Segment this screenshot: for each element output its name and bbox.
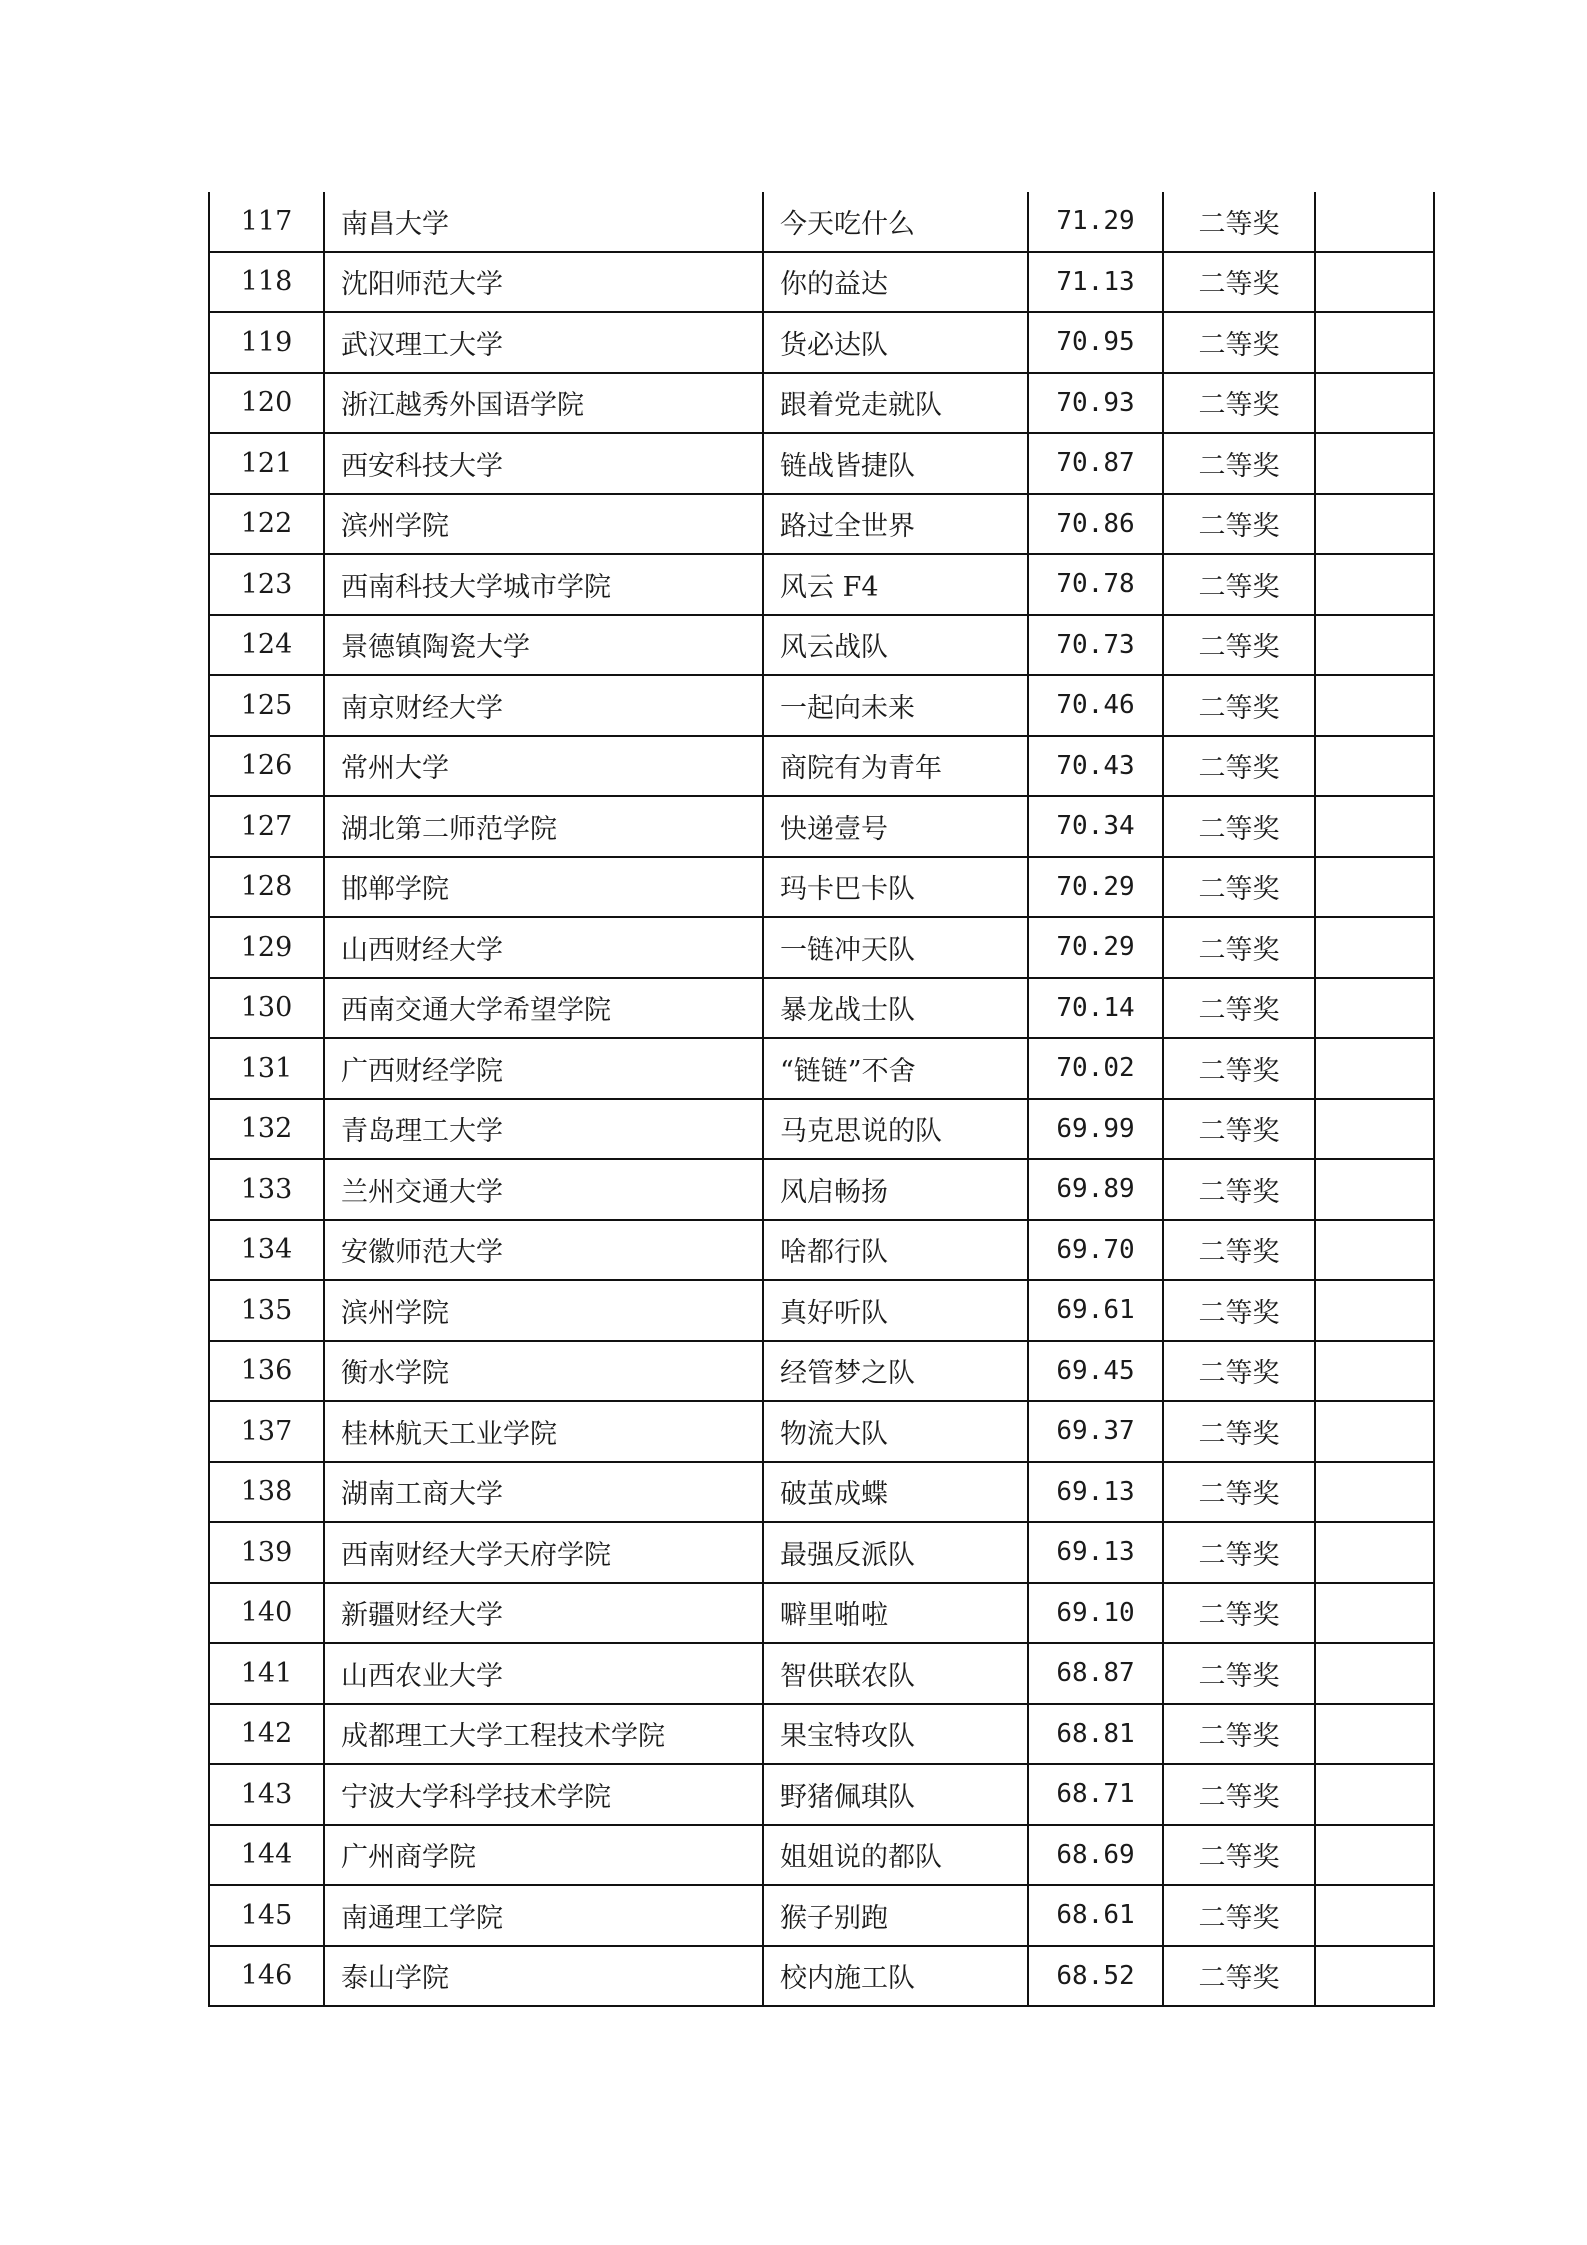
award-cell: 二等奖 — [1163, 675, 1315, 736]
school-cell: 景德镇陶瓷大学 — [324, 615, 763, 676]
award-cell: 二等奖 — [1163, 252, 1315, 313]
school-cell: 广西财经学院 — [324, 1038, 763, 1099]
score-cell: 70.95 — [1028, 312, 1163, 373]
award-cell: 二等奖 — [1163, 373, 1315, 434]
table-row — [209, 1643, 1434, 1704]
table-row — [209, 192, 1434, 252]
note-cell — [1315, 917, 1434, 978]
award-cell: 二等奖 — [1163, 796, 1315, 857]
score-cell: 68.69 — [1028, 1825, 1163, 1886]
school-cell: 武汉理工大学 — [324, 312, 763, 373]
score-cell: 69.10 — [1028, 1583, 1163, 1644]
score-cell: 69.13 — [1028, 1522, 1163, 1583]
award-cell: 二等奖 — [1163, 917, 1315, 978]
team-cell: 啥都行队 — [763, 1220, 1028, 1281]
school-cell: 沈阳师范大学 — [324, 252, 763, 313]
school-cell: 西南交通大学希望学院 — [324, 978, 763, 1039]
table-row — [209, 1825, 1434, 1886]
award-cell: 二等奖 — [1163, 615, 1315, 676]
score-cell: 70.73 — [1028, 615, 1163, 676]
award-cell: 二等奖 — [1163, 1038, 1315, 1099]
score-cell: 70.14 — [1028, 978, 1163, 1039]
award-cell: 二等奖 — [1163, 1825, 1315, 1886]
rank-cell: 143 — [209, 1764, 324, 1825]
table-row — [209, 1462, 1434, 1523]
table-row — [209, 1885, 1434, 1946]
team-cell: 野猪佩琪队 — [763, 1764, 1028, 1825]
school-cell: 新疆财经大学 — [324, 1583, 763, 1644]
note-cell — [1315, 796, 1434, 857]
award-cell: 二等奖 — [1163, 1522, 1315, 1583]
table-row — [209, 1583, 1434, 1644]
note-cell — [1315, 1885, 1434, 1946]
team-cell: 果宝特攻队 — [763, 1704, 1028, 1765]
team-cell: 真好听队 — [763, 1280, 1028, 1341]
table-row — [209, 1704, 1434, 1765]
score-cell: 70.78 — [1028, 554, 1163, 615]
score-cell: 70.43 — [1028, 736, 1163, 797]
rank-cell: 138 — [209, 1462, 324, 1523]
school-cell: 衡水学院 — [324, 1341, 763, 1402]
team-cell: 链战皆捷队 — [763, 433, 1028, 494]
team-cell: 货必达队 — [763, 312, 1028, 373]
table-row — [209, 1280, 1434, 1341]
rank-cell: 134 — [209, 1220, 324, 1281]
score-cell: 68.71 — [1028, 1764, 1163, 1825]
school-cell: 山西农业大学 — [324, 1643, 763, 1704]
rank-cell: 145 — [209, 1885, 324, 1946]
note-cell — [1315, 554, 1434, 615]
table-row — [209, 1159, 1434, 1220]
award-cell: 二等奖 — [1163, 978, 1315, 1039]
note-cell — [1315, 1341, 1434, 1402]
award-cell: 二等奖 — [1163, 1704, 1315, 1765]
rank-cell: 125 — [209, 675, 324, 736]
rank-cell: 123 — [209, 554, 324, 615]
rank-cell: 119 — [209, 312, 324, 373]
school-cell: 滨州学院 — [324, 1280, 763, 1341]
note-cell — [1315, 978, 1434, 1039]
school-cell: 常州大学 — [324, 736, 763, 797]
score-cell: 68.52 — [1028, 1946, 1163, 2007]
rank-cell: 144 — [209, 1825, 324, 1886]
rank-cell: 122 — [209, 494, 324, 555]
team-cell: 最强反派队 — [763, 1522, 1028, 1583]
team-cell: 马克思说的队 — [763, 1099, 1028, 1160]
note-cell — [1315, 1764, 1434, 1825]
team-cell: 玛卡巴卡队 — [763, 857, 1028, 918]
results-table — [208, 192, 1435, 2007]
team-cell: 快递壹号 — [763, 796, 1028, 857]
award-cell: 二等奖 — [1163, 312, 1315, 373]
score-cell: 70.86 — [1028, 494, 1163, 555]
rank-cell: 126 — [209, 736, 324, 797]
school-cell: 安徽师范大学 — [324, 1220, 763, 1281]
table-row — [209, 494, 1434, 555]
rank-cell: 120 — [209, 373, 324, 434]
award-cell: 二等奖 — [1163, 1220, 1315, 1281]
award-cell: 二等奖 — [1163, 857, 1315, 918]
note-cell — [1315, 1825, 1434, 1886]
team-cell: 智供联农队 — [763, 1643, 1028, 1704]
award-cell: 二等奖 — [1163, 736, 1315, 797]
award-cell: 二等奖 — [1163, 192, 1315, 252]
note-cell — [1315, 252, 1434, 313]
rank-cell: 121 — [209, 433, 324, 494]
rank-cell: 141 — [209, 1643, 324, 1704]
team-cell: 噼里啪啦 — [763, 1583, 1028, 1644]
team-cell: 风云 F4 — [763, 554, 1028, 615]
note-cell — [1315, 615, 1434, 676]
score-cell: 70.93 — [1028, 373, 1163, 434]
team-cell: 破茧成蝶 — [763, 1462, 1028, 1523]
score-cell: 71.13 — [1028, 252, 1163, 313]
note-cell — [1315, 1280, 1434, 1341]
school-cell: 湖南工商大学 — [324, 1462, 763, 1523]
score-cell: 69.45 — [1028, 1341, 1163, 1402]
award-cell: 二等奖 — [1163, 1462, 1315, 1523]
team-cell: “链链”不舍 — [763, 1038, 1028, 1099]
team-cell: 跟着党走就队 — [763, 373, 1028, 434]
award-cell: 二等奖 — [1163, 433, 1315, 494]
award-cell: 二等奖 — [1163, 1159, 1315, 1220]
note-cell — [1315, 192, 1434, 252]
score-cell: 70.87 — [1028, 433, 1163, 494]
table-row — [209, 433, 1434, 494]
award-cell: 二等奖 — [1163, 1885, 1315, 1946]
school-cell: 湖北第二师范学院 — [324, 796, 763, 857]
school-cell: 西南科技大学城市学院 — [324, 554, 763, 615]
team-cell: 校内施工队 — [763, 1946, 1028, 2007]
award-cell: 二等奖 — [1163, 1341, 1315, 1402]
note-cell — [1315, 857, 1434, 918]
table-row — [209, 615, 1434, 676]
rank-cell: 130 — [209, 978, 324, 1039]
team-cell: 你的益达 — [763, 252, 1028, 313]
score-cell: 69.99 — [1028, 1099, 1163, 1160]
rank-cell: 136 — [209, 1341, 324, 1402]
school-cell: 泰山学院 — [324, 1946, 763, 2007]
rank-cell: 127 — [209, 796, 324, 857]
award-cell: 二等奖 — [1163, 1643, 1315, 1704]
note-cell — [1315, 1220, 1434, 1281]
rank-cell: 137 — [209, 1401, 324, 1462]
rank-cell: 146 — [209, 1946, 324, 2007]
school-cell: 西南财经大学天府学院 — [324, 1522, 763, 1583]
team-cell: 商院有为青年 — [763, 736, 1028, 797]
note-cell — [1315, 433, 1434, 494]
note-cell — [1315, 1522, 1434, 1583]
school-cell: 滨州学院 — [324, 494, 763, 555]
score-cell: 70.29 — [1028, 857, 1163, 918]
table-row — [209, 796, 1434, 857]
note-cell — [1315, 1946, 1434, 2007]
team-cell: 猴子别跑 — [763, 1885, 1028, 1946]
note-cell — [1315, 675, 1434, 736]
note-cell — [1315, 1583, 1434, 1644]
rank-cell: 131 — [209, 1038, 324, 1099]
team-cell: 风云战队 — [763, 615, 1028, 676]
note-cell — [1315, 1643, 1434, 1704]
note-cell — [1315, 312, 1434, 373]
school-cell: 桂林航天工业学院 — [324, 1401, 763, 1462]
table-row — [209, 1220, 1434, 1281]
score-cell: 70.29 — [1028, 917, 1163, 978]
score-cell: 70.02 — [1028, 1038, 1163, 1099]
school-cell: 兰州交通大学 — [324, 1159, 763, 1220]
school-cell: 南通理工学院 — [324, 1885, 763, 1946]
score-cell: 69.37 — [1028, 1401, 1163, 1462]
table-row — [209, 373, 1434, 434]
award-cell: 二等奖 — [1163, 1401, 1315, 1462]
school-cell: 成都理工大学工程技术学院 — [324, 1704, 763, 1765]
note-cell — [1315, 1099, 1434, 1160]
team-cell: 今天吃什么 — [763, 192, 1028, 252]
rank-cell: 135 — [209, 1280, 324, 1341]
note-cell — [1315, 1159, 1434, 1220]
table-row — [209, 1099, 1434, 1160]
award-cell: 二等奖 — [1163, 554, 1315, 615]
team-cell: 一链冲天队 — [763, 917, 1028, 978]
score-cell: 70.34 — [1028, 796, 1163, 857]
table-row — [209, 675, 1434, 736]
team-cell: 风启畅扬 — [763, 1159, 1028, 1220]
rank-cell: 140 — [209, 1583, 324, 1644]
table-row — [209, 1522, 1434, 1583]
table-row — [209, 917, 1434, 978]
school-cell: 广州商学院 — [324, 1825, 763, 1886]
note-cell — [1315, 1038, 1434, 1099]
school-cell: 西安科技大学 — [324, 433, 763, 494]
award-cell: 二等奖 — [1163, 1946, 1315, 2007]
table-row — [209, 554, 1434, 615]
table-row — [209, 1946, 1434, 2007]
note-cell — [1315, 1401, 1434, 1462]
note-cell — [1315, 1704, 1434, 1765]
table-row — [209, 252, 1434, 313]
school-cell: 山西财经大学 — [324, 917, 763, 978]
award-cell: 二等奖 — [1163, 1583, 1315, 1644]
table-row — [209, 1401, 1434, 1462]
table-row — [209, 1341, 1434, 1402]
school-cell: 浙江越秀外国语学院 — [324, 373, 763, 434]
team-cell: 姐姐说的都队 — [763, 1825, 1028, 1886]
award-cell: 二等奖 — [1163, 1099, 1315, 1160]
rank-cell: 124 — [209, 615, 324, 676]
award-cell: 二等奖 — [1163, 1280, 1315, 1341]
rank-cell: 118 — [209, 252, 324, 313]
score-cell: 69.13 — [1028, 1462, 1163, 1523]
school-cell: 南京财经大学 — [324, 675, 763, 736]
rank-cell: 132 — [209, 1099, 324, 1160]
table-row — [209, 857, 1434, 918]
award-cell: 二等奖 — [1163, 1764, 1315, 1825]
score-cell: 69.61 — [1028, 1280, 1163, 1341]
score-cell: 71.29 — [1028, 192, 1163, 252]
note-cell — [1315, 494, 1434, 555]
rank-cell: 117 — [209, 192, 324, 252]
note-cell — [1315, 373, 1434, 434]
table-row — [209, 736, 1434, 797]
score-cell: 68.61 — [1028, 1885, 1163, 1946]
rank-cell: 129 — [209, 917, 324, 978]
note-cell — [1315, 1462, 1434, 1523]
team-cell: 路过全世界 — [763, 494, 1028, 555]
table-row — [209, 312, 1434, 373]
rank-cell: 133 — [209, 1159, 324, 1220]
score-cell: 70.46 — [1028, 675, 1163, 736]
team-cell: 物流大队 — [763, 1401, 1028, 1462]
school-cell: 邯郸学院 — [324, 857, 763, 918]
score-cell: 69.70 — [1028, 1220, 1163, 1281]
rank-cell: 128 — [209, 857, 324, 918]
school-cell: 青岛理工大学 — [324, 1099, 763, 1160]
team-cell: 一起向未来 — [763, 675, 1028, 736]
score-cell: 68.81 — [1028, 1704, 1163, 1765]
award-cell: 二等奖 — [1163, 494, 1315, 555]
table-row — [209, 1038, 1434, 1099]
score-cell: 68.87 — [1028, 1643, 1163, 1704]
score-cell: 69.89 — [1028, 1159, 1163, 1220]
table-row — [209, 1764, 1434, 1825]
rank-cell: 139 — [209, 1522, 324, 1583]
school-cell: 宁波大学科学技术学院 — [324, 1764, 763, 1825]
school-cell: 南昌大学 — [324, 192, 763, 252]
results-table-body — [209, 192, 1434, 2006]
note-cell — [1315, 736, 1434, 797]
team-cell: 经管梦之队 — [763, 1341, 1028, 1402]
team-cell: 暴龙战士队 — [763, 978, 1028, 1039]
table-row — [209, 978, 1434, 1039]
rank-cell: 142 — [209, 1704, 324, 1765]
